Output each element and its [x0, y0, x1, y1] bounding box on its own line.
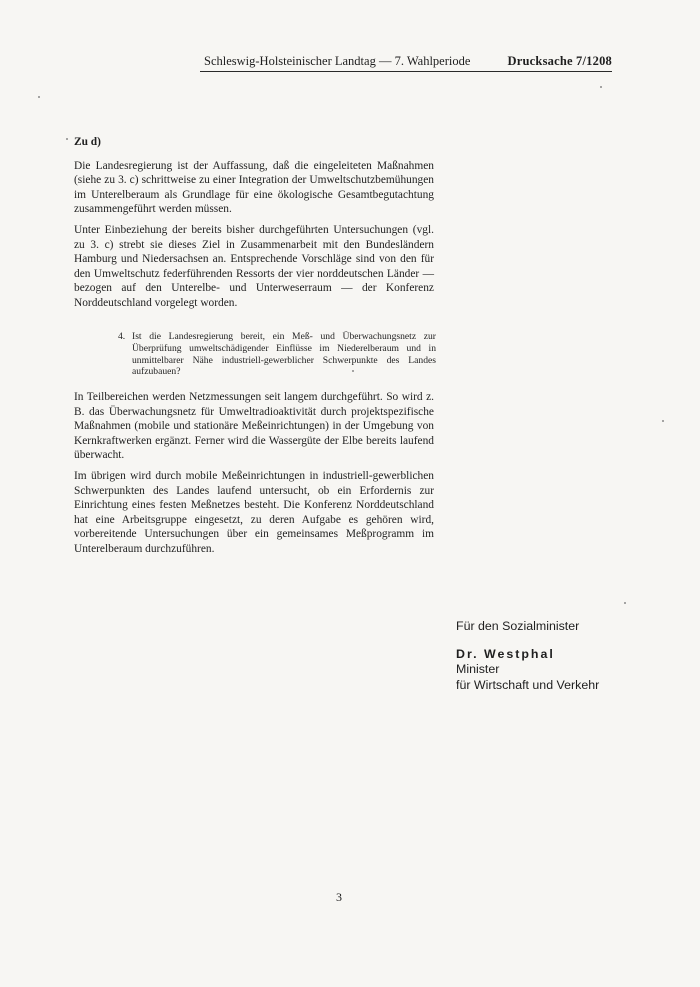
answer-paragraph: Im übrigen wird durch mobile Meßeinrichtungen in industriell-gewerblichen Schwerpunkten des Landes laufend untersucht, ob ein Erfordernis zur Einrichtung eines festen Meßnetzes besteht. Die Konferenz Norddeutschland hat eine Arbeitsgruppe eingesetzt, zu deren Aufgabe es gehören wird, vorbereitende Untersuchungen über ein gemeinsames Meßprogramm im Unterelberaum durchzuführen.: [74, 469, 434, 555]
scan-speck: [38, 96, 40, 98]
scan-speck: [624, 602, 626, 604]
section-paragraph: Unter Einbeziehung der bereits bisher durchgeführten Untersuchungen (vgl. zu 3. c) strebt sie dieses Ziel in Zusammenarbeit mit den Bundesländern Hamburg und Niedersachsen an. Entsprechende Vorschläge sind von den für den Umweltschutz federführenden Ressorts der vier norddeutschen Länder — bezogen auf den Unterelbe- und Unterweserraum — der Konferenz Norddeutschland vorgelegt worden.: [74, 223, 434, 309]
answer-paragraph: In Teilbereichen werden Netzmessungen seit langem durchgeführt. So wird z. B. das Überwachungsnetz für Umweltradioaktivität durch projektspezifische Maßnahmen (mobile und stationäre Meßeinrichtungen) in der Umgebung von Kernkraftwerken ergänzt. Ferner wird die Wassergüte der Elbe bereits laufend überwacht.: [74, 391, 434, 462]
scan-speck: [352, 370, 354, 372]
page-number: 3: [336, 890, 342, 904]
question-number: 4.: [118, 331, 126, 342]
scan-speck: [600, 86, 602, 88]
question-block: [118, 331, 436, 378]
signature-block: [456, 619, 656, 693]
section-paragraph: Die Landesregierung ist der Auffassung, daß die eingeleiteten Maßnahmen (siehe zu 3. c) schrittweise zu einer Integration der Umweltschutzbemühungen im Unterelberaum als Grundlage für eine ökologische Gesamtbegutachtung zusammengeführt werden müssen.: [74, 159, 434, 216]
header-document-number: Drucksache 7/1208: [507, 54, 612, 68]
section-zu-d: [74, 135, 434, 317]
answer-block: [74, 390, 434, 563]
scan-speck: [662, 420, 664, 422]
signature-role: Für den Sozialminister: [456, 619, 580, 633]
scan-speck: [66, 138, 68, 140]
page-header: [200, 54, 612, 72]
section-heading: Zu d): [74, 136, 101, 148]
question-text: Ist die Landesregierung bereit, ein Meß- und Überwachungsnetz zur Überprüfung umweltschädigender Einflüsse im Niederelberaum und in unmittelbarer Nähe industriell-gewerblicher Schwerpunkte des Landes aufzubauen?: [132, 331, 436, 378]
signature-name: Dr. Westphal: [456, 646, 555, 661]
signature-ministry: für Wirtschaft und Verkehr: [456, 677, 600, 692]
header-parliament-title: Schleswig-Holsteinischer Landtag — 7. Wahlperiode: [204, 54, 471, 68]
signature-title: Minister: [456, 662, 500, 676]
